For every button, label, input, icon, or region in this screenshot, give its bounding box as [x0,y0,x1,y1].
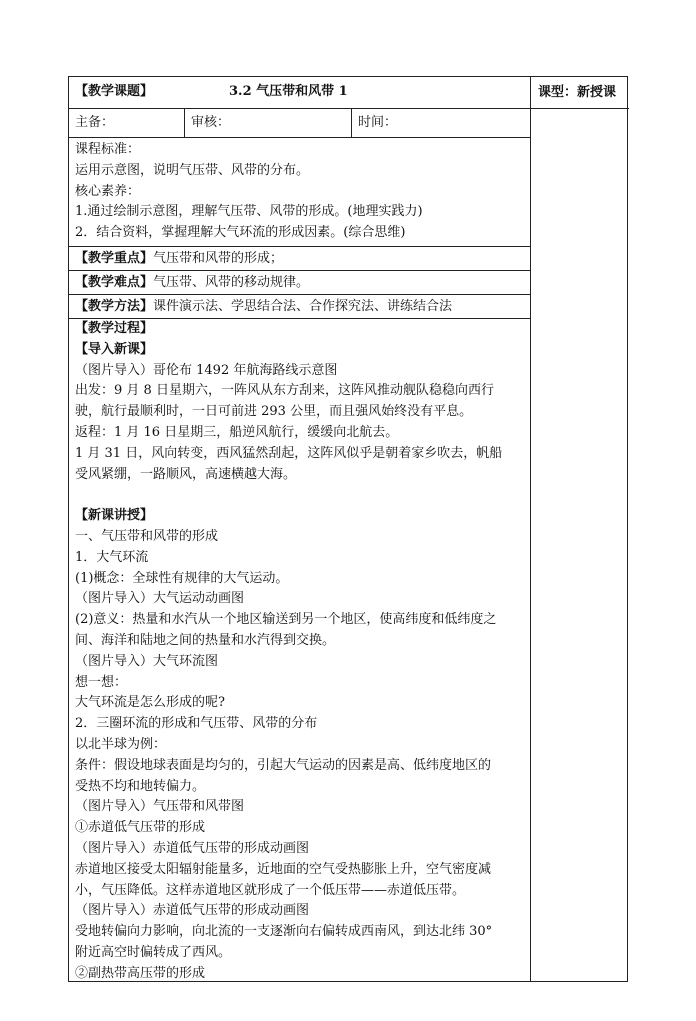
lesson-line: ②副热带高压带的形成 [75,965,206,981]
meta-divider-2 [351,109,352,137]
key-point-row [69,247,531,271]
lesson-line: 受热不均和地转偏力。 [75,778,206,794]
lesson-line: （图片导入）赤道低气压带的形成动画图 [75,840,310,856]
time-field: 时间： [358,115,398,130]
intro-line: （图片导入）哥伦布 1492 年航海路线示意图 [75,362,338,378]
intro-line: 受风紧绷，一路顺风，高速横越大海。 [75,466,297,482]
intro-line: 返程：1 月 16 日星期三，船逆风航行，缓缓向北航去。 [75,424,399,440]
lesson-line: 大气环流是怎么形成的呢? [75,695,225,711]
method-text: 课件演示法、学思结合法、合作探究法、讲练结合法 [153,299,453,314]
meta-divider-1 [184,109,185,137]
method-row [69,295,531,319]
lesson-plan-table [68,76,628,982]
standards-text [75,140,423,244]
lesson-line: ①赤道低气压带的形成 [75,820,206,836]
intro-line: 出发：9 月 8 日星期六，一阵风从东方刮来，这阵风推动舰队稳稳向西行 [75,383,494,399]
lesson-line: （图片导入）大气环流图 [75,653,219,669]
standards-line: 核心素养： [75,183,141,199]
lesson-line: 附近高空时偏转成了西风。 [75,944,232,960]
new-lesson-title: 【新课讲授】 [75,508,154,524]
process-cell [69,319,531,981]
lesson-line: (2)意义：热量和水汽从一个地区输送到另一个地区，使高纬度和低纬度之 [75,612,497,628]
lesson-line: 一、气压带和风带的形成 [75,528,219,544]
key-point-text: 气压带和风带的形成； [153,251,284,266]
course-type: 课型：新授课 [538,85,617,100]
lesson-line: 想一想： [75,674,128,690]
process-text [75,319,502,985]
difficulty-label: 【教学难点】 [75,275,154,290]
lesson-line: 以北半球为例： [75,736,167,752]
lesson-line: （图片导入）气压带和风带图 [75,799,245,815]
standards-line: 2．结合资料，掌握理解大气环流的形成因素。(综合思维) [75,225,406,241]
lesson-line: （图片导入）赤道低气压带的形成动画图 [75,903,310,919]
process-title: 【教学过程】 [75,321,154,336]
standards-line: 1.通过绘制示意图，理解气压带、风带的形成。(地理实践力) [75,204,423,220]
topic-label: 【教学课题】 [75,84,154,99]
key-point-label: 【教学重点】 [75,251,154,266]
standards-line: 课程标准： [75,142,141,157]
intro-title: 【导入新课】 [75,341,154,357]
standards-row [69,138,531,247]
topic-value: 3.2 气压带和风带 1 [229,84,348,99]
meta-row [69,109,531,138]
topic-row [69,77,629,109]
lesson-line: 条件：假设地球表面是均匀的，引起大气运动的因素是高、低纬度地区的 [75,757,492,773]
lesson-line: 受地转偏向力影响，向北流的一支逐渐向右偏转成西南风，到达北纬 30° [75,924,493,940]
lesson-line: 间、海洋和陆地之间的热量和水汽得到交换。 [75,632,336,648]
lesson-line: 小，气压降低。这样赤道地区就形成了一个低压带——赤道低压带。 [75,882,466,898]
standards-line: 运用示意图，说明气压带、风带的分布。 [75,162,310,178]
lesson-line: （图片导入）大气运动动画图 [75,591,245,607]
lesson-line: 赤道地区接受太阳辐射能量多，近地面的空气受热膨胀上升，空气密度减 [75,861,492,877]
blank-line [75,485,502,506]
difficulty-text: 气压带、风带的移动规律。 [153,275,310,290]
author-field: 主备： [75,115,115,130]
intro-line: 驶，航行最顺利时，一日可前进 293 公里，而且强风始终没有平息。 [75,404,473,420]
lesson-line: (1)概念：全球性有规律的大气运动。 [75,570,289,586]
intro-line: 1 月 31 日，风向转变，西风猛然刮起，这阵风似乎是朝着家乡吹去，帆船 [75,445,503,461]
reviewer-field: 审核： [191,115,231,130]
difficulty-row [69,271,531,295]
lesson-line: 1．大气环流 [75,549,149,565]
lesson-line: 2．三圈环流的形成和气压带、风带的分布 [75,716,318,732]
method-label: 【教学方法】 [75,299,154,314]
